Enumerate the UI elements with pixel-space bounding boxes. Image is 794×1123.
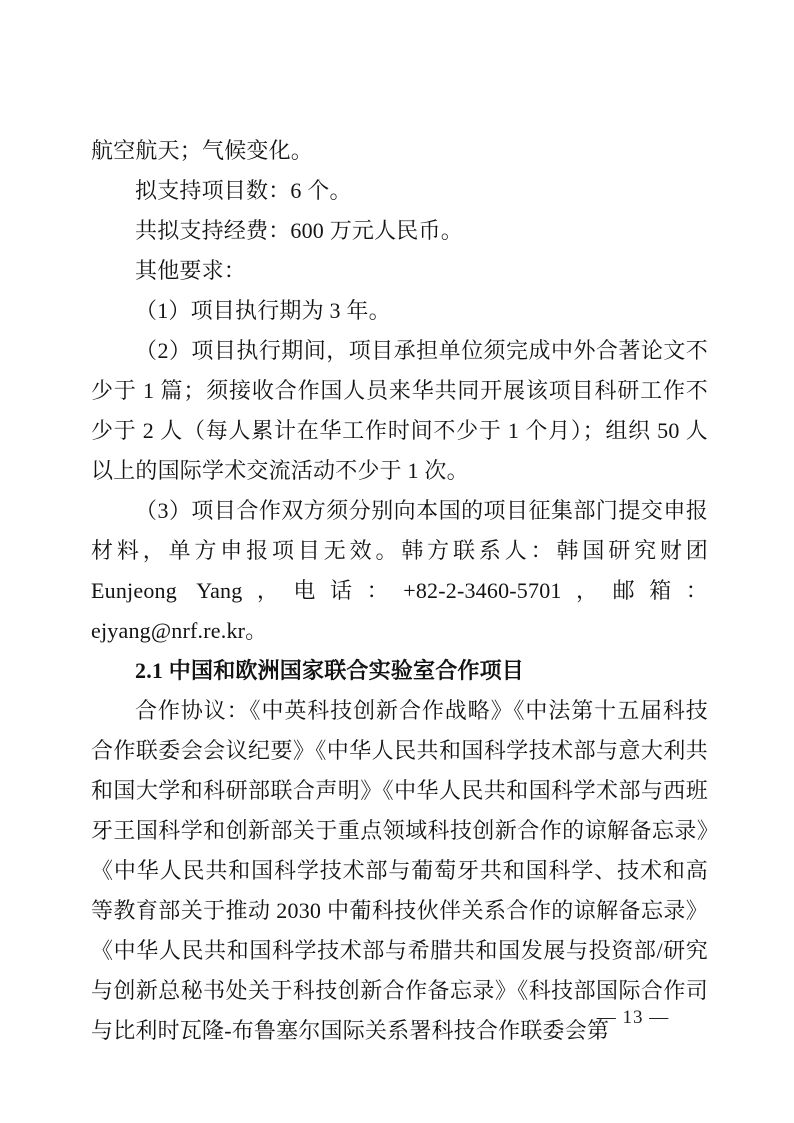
paragraph-requirement-1: （1）项目执行期为 3 年。 <box>135 298 391 323</box>
paragraph-continuation: 航空航天；气候变化。 <box>91 138 314 163</box>
document-body <box>91 131 708 1051</box>
paragraph-project-count: 拟支持项目数：6 个。 <box>135 178 352 203</box>
paragraph-total-funding: 共拟支持经费：600 万元人民币。 <box>135 218 463 243</box>
section-heading-2-1: 2.1 中国和欧洲国家联合实验室合作项目 <box>135 658 525 683</box>
paragraph-requirement-2: （2）项目执行期间，项目承担单位须完成中外合著论文不少于 1 篇；须接收合作国人员来华共同开展该项目科研工作不少于 2 人（每人累计在华工作时间不少于 1 个月）；组织 50 人以上的国际学术交流活动不少于 1 次。 <box>91 338 708 483</box>
paragraph-other-requirements-label: 其他要求： <box>135 258 247 283</box>
page-number: — 13 — <box>596 1007 670 1028</box>
paragraph-requirement-3-contact: （3）项目合作双方须分别向本国的项目征集部门提交申报材料，单方申报项目无效。韩方联系人：韩国研究财团 Eunjeong Yang，电话：+82-2-3460-5701，邮箱：ejyang@nrf.re.kr。 <box>91 498 708 643</box>
paragraph-cooperation-agreements: 合作协议：《中英科技创新合作战略》《中法第十五届科技合作联委会会议纪要》《中华人民共和国科学技术部与意大利共和国大学和科研部联合声明》《中华人民共和国科学术部与西班牙王国科学和创新部关于重点领域科技创新合作的谅解备忘录》《中华人民共和国科学技术部与葡萄牙共和国科学、技术和高等教育部关于推动 2030 中葡科技伙伴关系合作的谅解备忘录》《中华人民共和国科学技术部与希腊共和国发展与投资部/研究与创新总秘书处关于科技创新合作备忘录》《科技部国际合作司与比利时瓦隆-布鲁塞尔国际关系署科技合作联委会第 <box>91 698 708 1043</box>
